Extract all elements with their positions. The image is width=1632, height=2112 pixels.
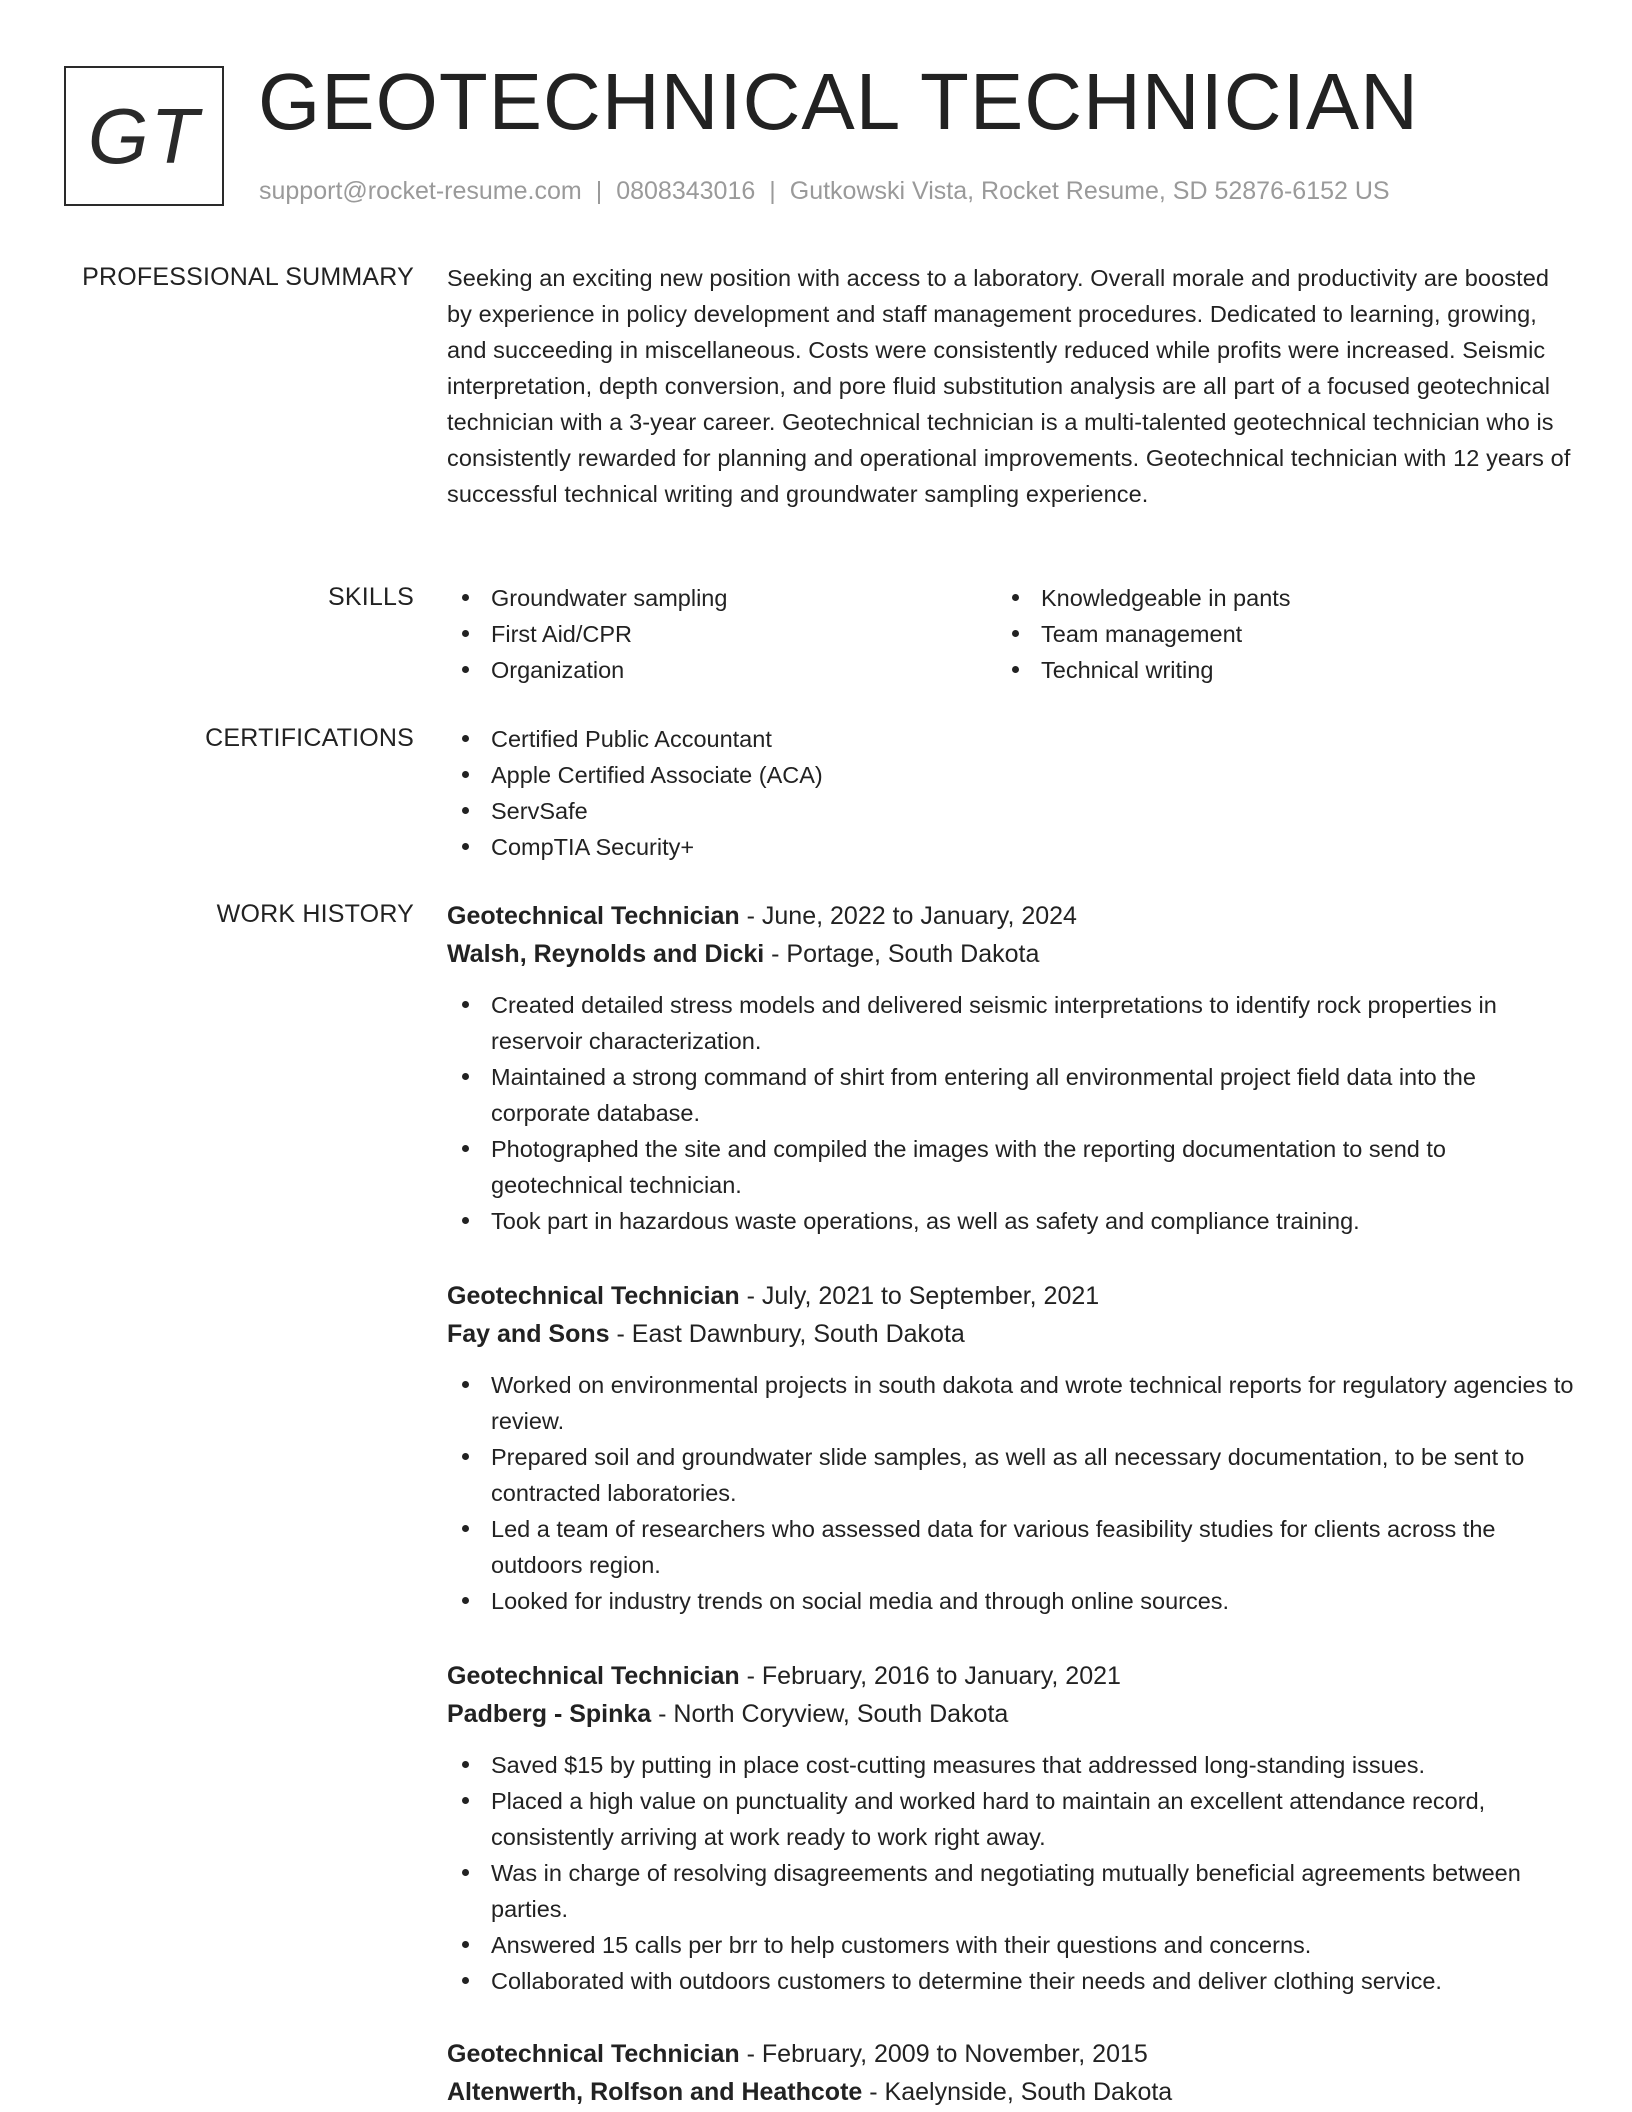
job-company-line — [447, 1315, 1577, 1353]
job-duty: Was in charge of resolving disagreements and negotiating mutually beneficial agreements between parties. — [447, 1855, 1577, 1927]
resume-name: GEOTECHNICAL TECHNICIAN — [258, 57, 1419, 146]
skills-body — [447, 580, 1577, 688]
contact-separator: | — [769, 177, 776, 205]
job-company: Fay and Sons — [447, 1320, 610, 1348]
job-duty: Took part in hazardous waste operations, as well as safety and compliance training. — [447, 1203, 1577, 1239]
job-entry — [447, 2035, 1577, 2111]
job-dates: - February, 2016 to January, 2021 — [739, 1662, 1121, 1690]
job-duty: Collaborated with outdoors customers to determine their needs and deliver clothing service. — [447, 1963, 1577, 1999]
certification-item: Apple Certified Associate (ACA) — [447, 757, 1577, 793]
job-company: Padberg - Spinka — [447, 1700, 652, 1728]
section-label-skills: SKILLS — [328, 583, 414, 611]
job-duty: Created detailed stress models and delivered seismic interpretations to identify rock properties in reservoir characterization. — [447, 987, 1577, 1059]
certifications-body — [447, 721, 1577, 865]
job-duties-list — [447, 1367, 1577, 1619]
section-label-summary: PROFESSIONAL SUMMARY — [82, 263, 414, 291]
contact-email[interactable]: support@rocket-resume.com — [259, 177, 582, 205]
summary-text: Seeking an exciting new position with access to a laboratory. Overall morale and productivity are boosted by experience in policy development and staff management procedures. Dedicated to learning, growing, and succeeding in miscellaneous. Costs were consistently reduced while profits were increased. Seismic interpretation, depth conversion, and pore fluid substitution analysis are all part of a focused geotechnical technician with a 3-year career. Geotechnical technician is a multi-talented geotechnical technician who is consistently rewarded for planning and operational improvements. Geotechnical technician with 12 years of successful technical writing and groundwater sampling experience. — [447, 265, 1571, 507]
skill-item: Team management — [997, 616, 1547, 652]
certification-item: Certified Public Accountant — [447, 721, 1577, 757]
skill-item: First Aid/CPR — [447, 616, 997, 652]
contact-line — [259, 174, 1390, 208]
job-company-line — [447, 1695, 1577, 1733]
certification-item: CompTIA Security+ — [447, 829, 1577, 865]
job-entry — [447, 1657, 1577, 1999]
skills-list-right — [997, 580, 1547, 688]
job-company-line — [447, 935, 1577, 973]
job-duty: Placed a high value on punctuality and worked hard to maintain an excellent attendance record, consistently arriving at work ready to work right away. — [447, 1783, 1577, 1855]
job-title-line — [447, 2035, 1577, 2073]
job-entry — [447, 897, 1577, 1239]
job-duty: Worked on environmental projects in south dakota and wrote technical reports for regulatory agencies to review. — [447, 1367, 1577, 1439]
section-label-certifications: CERTIFICATIONS — [205, 724, 414, 752]
job-entry — [447, 1277, 1577, 1619]
certifications-list — [447, 721, 1577, 865]
job-company: Altenwerth, Rolfson and Heathcote — [447, 2078, 863, 2106]
job-title-line — [447, 1277, 1577, 1315]
job-duty: Looked for industry trends on social media and through online sources. — [447, 1583, 1577, 1619]
summary-body — [447, 260, 1577, 512]
skill-item: Groundwater sampling — [447, 580, 997, 616]
job-duty: Prepared soil and groundwater slide samples, as well as all necessary documentation, to be sent to contracted laboratories. — [447, 1439, 1577, 1511]
certification-item: ServSafe — [447, 793, 1577, 829]
job-location: - North Coryview, South Dakota — [651, 1700, 1009, 1728]
job-title: Geotechnical Technician — [447, 1282, 740, 1310]
skill-item: Technical writing — [997, 652, 1547, 688]
job-title: Geotechnical Technician — [447, 902, 740, 930]
monogram-logo — [64, 66, 224, 206]
job-duty: Saved $15 by putting in place cost-cutting measures that addressed long-standing issues. — [447, 1747, 1577, 1783]
section-label-work-history: WORK HISTORY — [216, 900, 414, 928]
job-duty: Photographed the site and compiled the images with the reporting documentation to send to geotechnical technician. — [447, 1131, 1577, 1203]
contact-phone[interactable]: 0808343016 — [616, 177, 756, 205]
job-title: Geotechnical Technician — [447, 1662, 740, 1690]
job-title-line — [447, 897, 1577, 935]
job-duty: Maintained a strong command of shirt from entering all environmental project field data into the corporate database. — [447, 1059, 1577, 1131]
skill-item: Knowledgeable in pants — [997, 580, 1547, 616]
job-location: - East Dawnbury, South Dakota — [609, 1320, 965, 1348]
job-duty: Answered 15 calls per brr to help customers with their questions and concerns. — [447, 1927, 1577, 1963]
job-duties-list — [447, 1747, 1577, 1999]
job-location: - Kaelynside, South Dakota — [862, 2078, 1173, 2106]
job-title: Geotechnical Technician — [447, 2040, 740, 2068]
job-dates: - June, 2022 to January, 2024 — [739, 902, 1077, 930]
job-dates: - July, 2021 to September, 2021 — [739, 1282, 1100, 1310]
monogram-text: GT — [87, 91, 201, 180]
job-location: - Portage, South Dakota — [764, 940, 1040, 968]
skills-list-left — [447, 580, 997, 688]
skills-grid — [447, 580, 1577, 688]
job-dates: - February, 2009 to November, 2015 — [739, 2040, 1148, 2068]
job-title-line — [447, 1657, 1577, 1695]
job-duties-list — [447, 987, 1577, 1239]
skill-item: Organization — [447, 652, 997, 688]
job-company-line — [447, 2073, 1577, 2111]
contact-separator: | — [595, 177, 603, 205]
contact-address: Gutkowski Vista, Rocket Resume, SD 52876-6152 US — [789, 177, 1390, 205]
job-company: Walsh, Reynolds and Dicki — [447, 940, 765, 968]
job-duty: Led a team of researchers who assessed data for various feasibility studies for clients across the outdoors region. — [447, 1511, 1577, 1583]
